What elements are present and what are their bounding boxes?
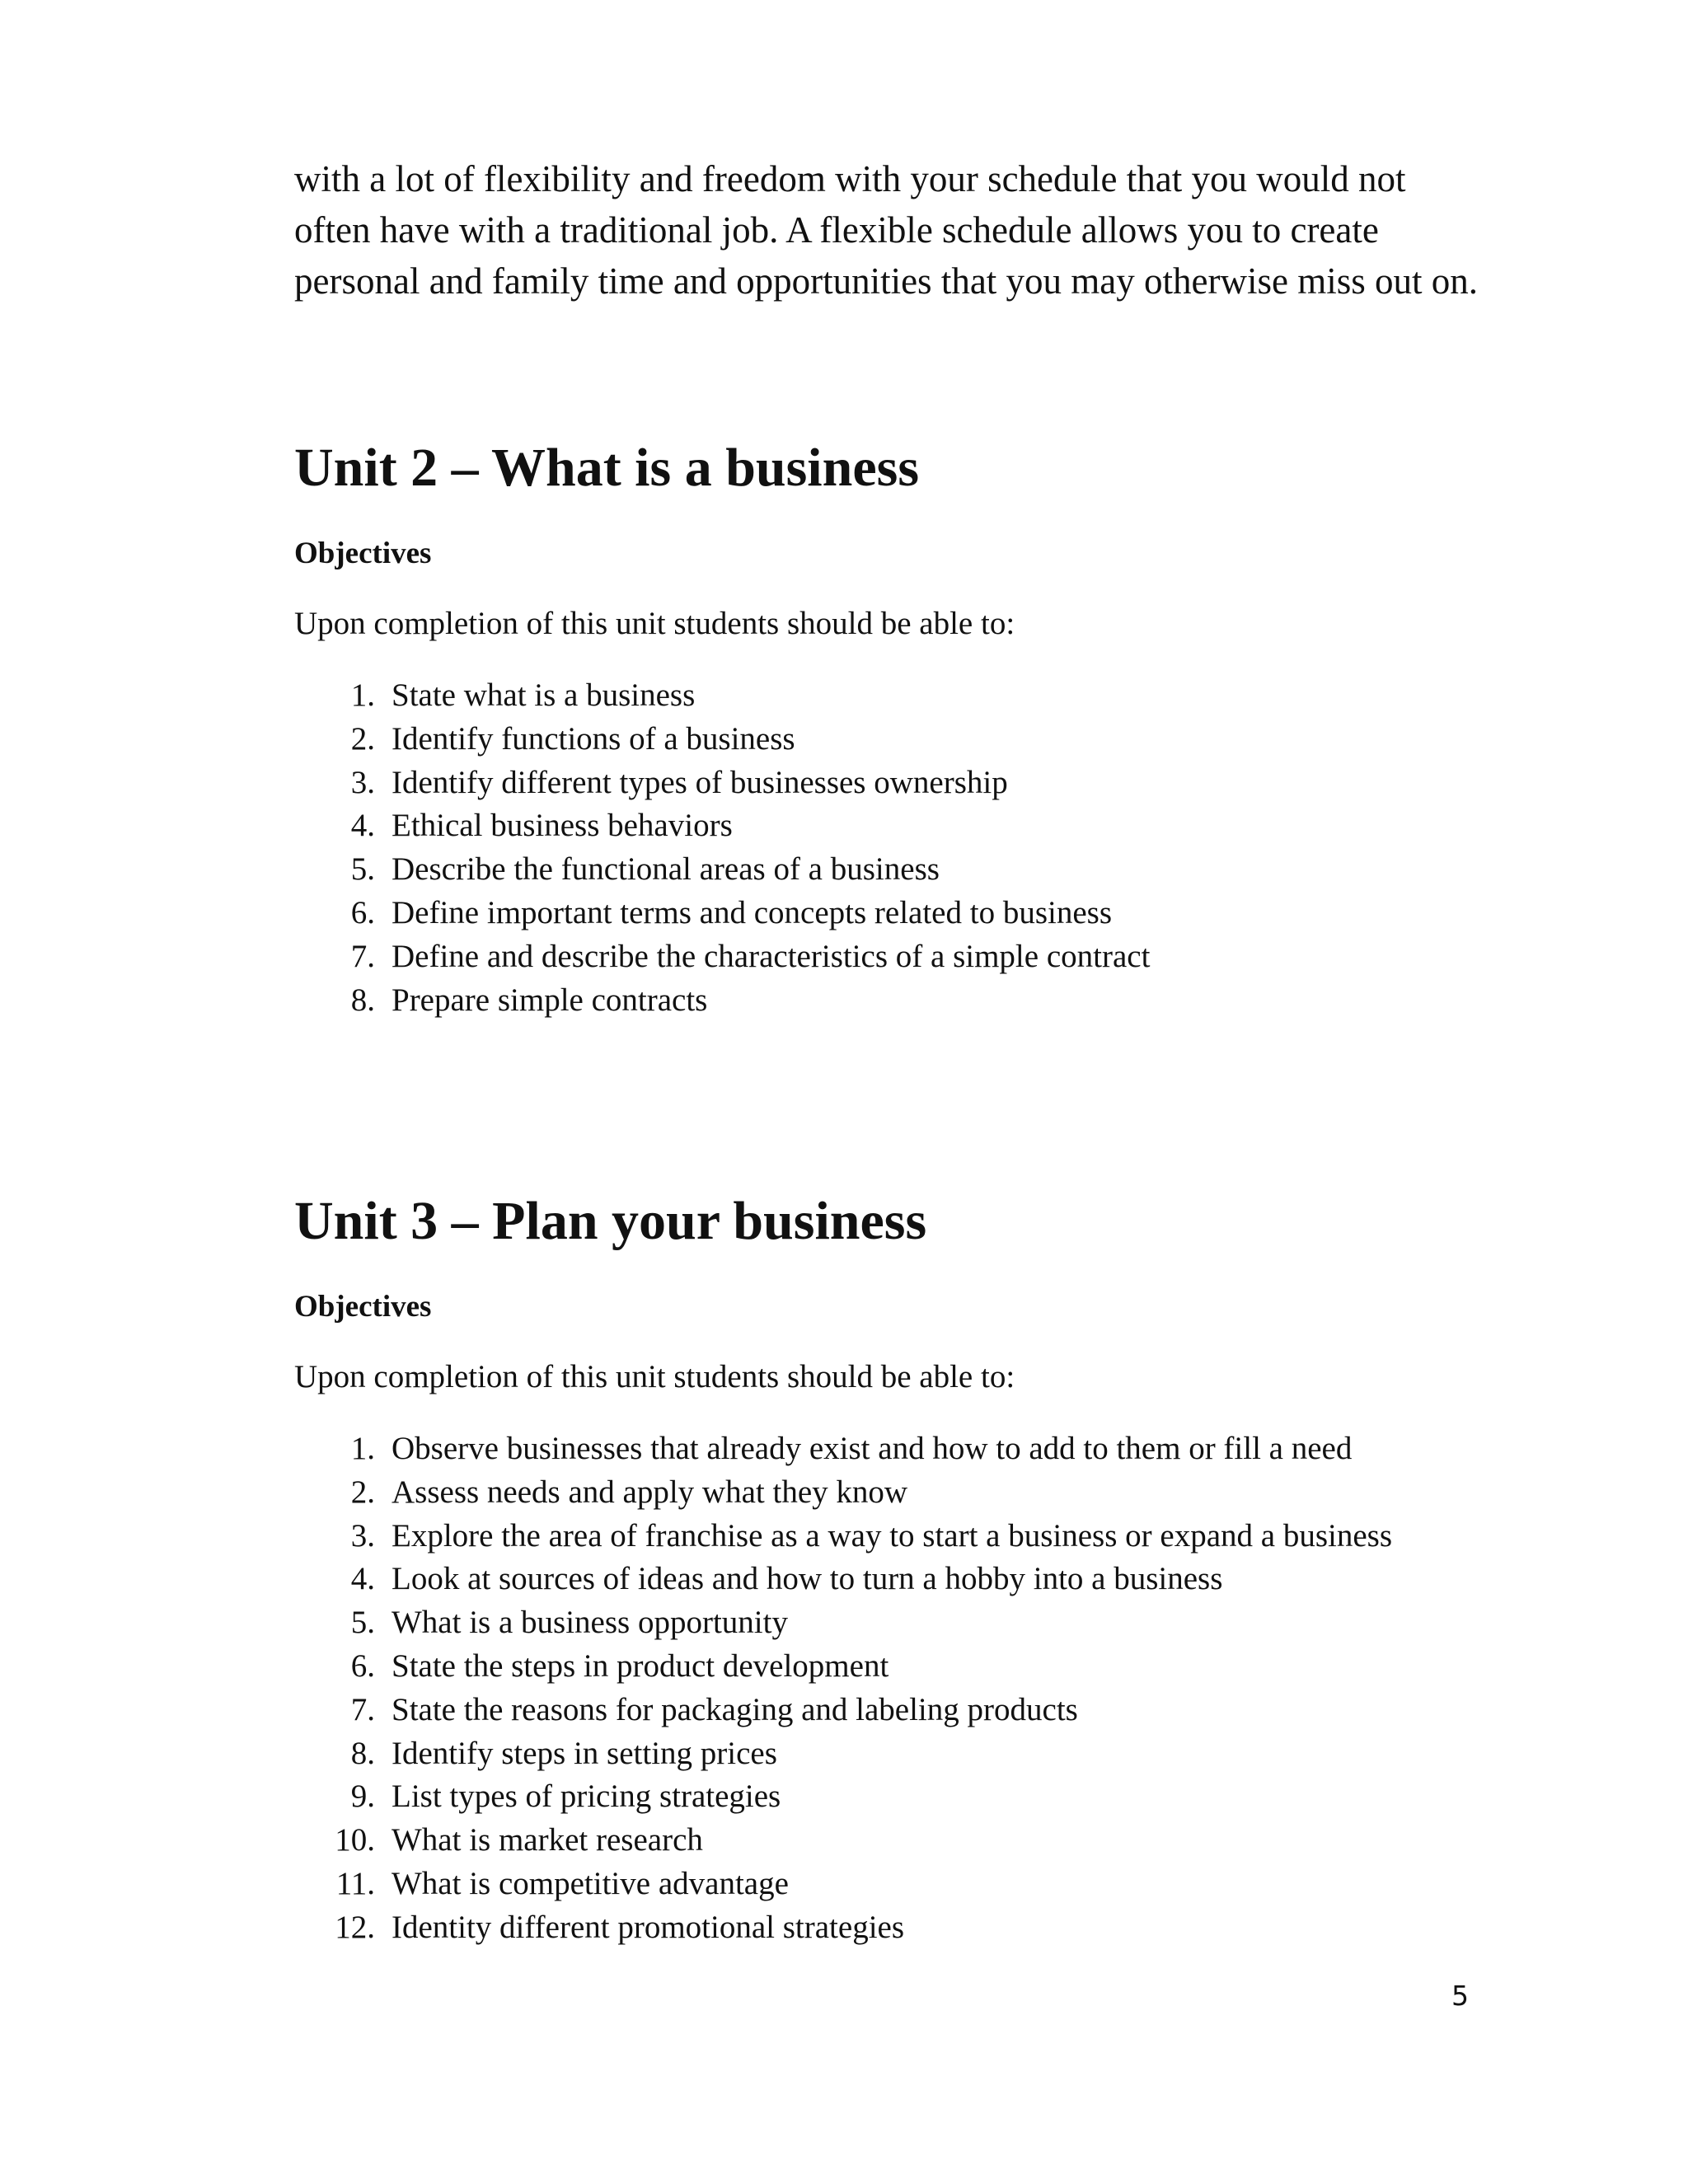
list-item-text: Identify different types of businesses ownership (392, 764, 1008, 800)
list-item-number: 7. (350, 938, 375, 974)
list-item-number: 6. (350, 1647, 375, 1684)
list-item-number: 9. (350, 1779, 375, 1815)
list-item-text: State the reasons for packaging and labeling products (392, 1691, 1078, 1727)
list-item-number: 3. (350, 1517, 375, 1554)
list-item-text: Prepare simple contracts (392, 982, 708, 1018)
list-item (294, 848, 1531, 892)
list-item-number: 3. (350, 764, 375, 800)
list-item-text: What is market research (392, 1822, 703, 1858)
list-item-number: 6. (350, 894, 375, 930)
list-item-text: State what is a business (392, 677, 696, 713)
list-item-number: 4. (350, 808, 375, 844)
list-item-text: Identify steps in setting prices (392, 1735, 777, 1771)
list-item-text: Identity different promotional strategies (392, 1909, 905, 1945)
list-item-number: 2. (350, 1474, 375, 1510)
unit-3-objectives-label: Objectives (294, 1290, 432, 1324)
intro-section (294, 153, 1481, 307)
list-item-number: 5. (350, 851, 375, 888)
list-item-text: Ethical business behaviors (392, 808, 733, 844)
list-item (294, 1427, 1531, 1471)
page-number: 5 (1451, 1980, 1469, 2012)
list-item (294, 1775, 1531, 1819)
list-item-number: 10. (335, 1822, 375, 1858)
list-item (294, 892, 1531, 935)
list-item-text: Identify functions of a business (392, 720, 795, 757)
list-item-text: List types of pricing strategies (392, 1779, 781, 1815)
list-item (294, 1645, 1531, 1689)
list-item (294, 1515, 1531, 1558)
list-item (294, 1689, 1531, 1732)
list-item-number: 4. (350, 1561, 375, 1597)
list-item (294, 935, 1531, 979)
list-item-number: 12. (335, 1909, 375, 1945)
list-item-number: 11. (335, 1865, 375, 1901)
list-item-number: 1. (350, 1431, 375, 1466)
list-item-text: Assess needs and apply what they know (392, 1474, 908, 1510)
list-item (294, 1601, 1531, 1645)
unit-2-objectives-list (294, 674, 1531, 1022)
intro-paragraph: with a lot of flexibility and freedom with your schedule that you would not often have with a traditional job. A flexible schedule allows you to create personal and family time and opportunities that you may otherwise miss out on. (294, 158, 1479, 302)
list-item (294, 762, 1531, 805)
list-item-text: What is a business opportunity (392, 1605, 788, 1641)
list-item (294, 1558, 1531, 1601)
list-item (294, 804, 1531, 848)
unit-3-lead-text: Upon completion of this unit students should be able to: (294, 1359, 1015, 1394)
list-item-number: 8. (350, 1735, 375, 1771)
list-item-number: 8. (350, 982, 375, 1018)
list-item-text: Describe the functional areas of a business (392, 851, 940, 888)
list-item-text: What is competitive advantage (392, 1865, 789, 1901)
list-item-text: Observe businesses that already exist and how to add to them or fill a need (392, 1431, 1353, 1466)
list-item-number: 2. (350, 720, 375, 757)
list-item-number: 1. (350, 677, 375, 713)
list-item (294, 1732, 1531, 1776)
list-item (294, 1863, 1531, 1906)
list-item-text: State the steps in product development (392, 1647, 889, 1684)
list-item-text: Explore the area of franchise as a way to start a business or expand a business (392, 1517, 1393, 1554)
unit-2-lead-text: Upon completion of this unit students should be able to: (294, 606, 1015, 641)
list-item-text: Define and describe the characteristics of a simple contract (392, 938, 1151, 974)
list-item (294, 1906, 1531, 1950)
unit-3-objectives-list (294, 1427, 1531, 1950)
list-item-number: 5. (350, 1605, 375, 1641)
list-item-number: 7. (350, 1691, 375, 1727)
unit-3-heading: Unit 3 – Plan your business (294, 1191, 927, 1251)
list-item (294, 979, 1531, 1023)
list-item (294, 1819, 1531, 1863)
list-item-text: Define important terms and concepts related to business (392, 894, 1112, 930)
list-item (294, 674, 1531, 718)
list-item (294, 1471, 1531, 1515)
list-item (294, 718, 1531, 762)
unit-2-objectives-label: Objectives (294, 537, 432, 570)
list-item-text: Look at sources of ideas and how to turn a hobby into a business (392, 1561, 1223, 1597)
unit-2-heading: Unit 2 – What is a business (294, 438, 920, 498)
